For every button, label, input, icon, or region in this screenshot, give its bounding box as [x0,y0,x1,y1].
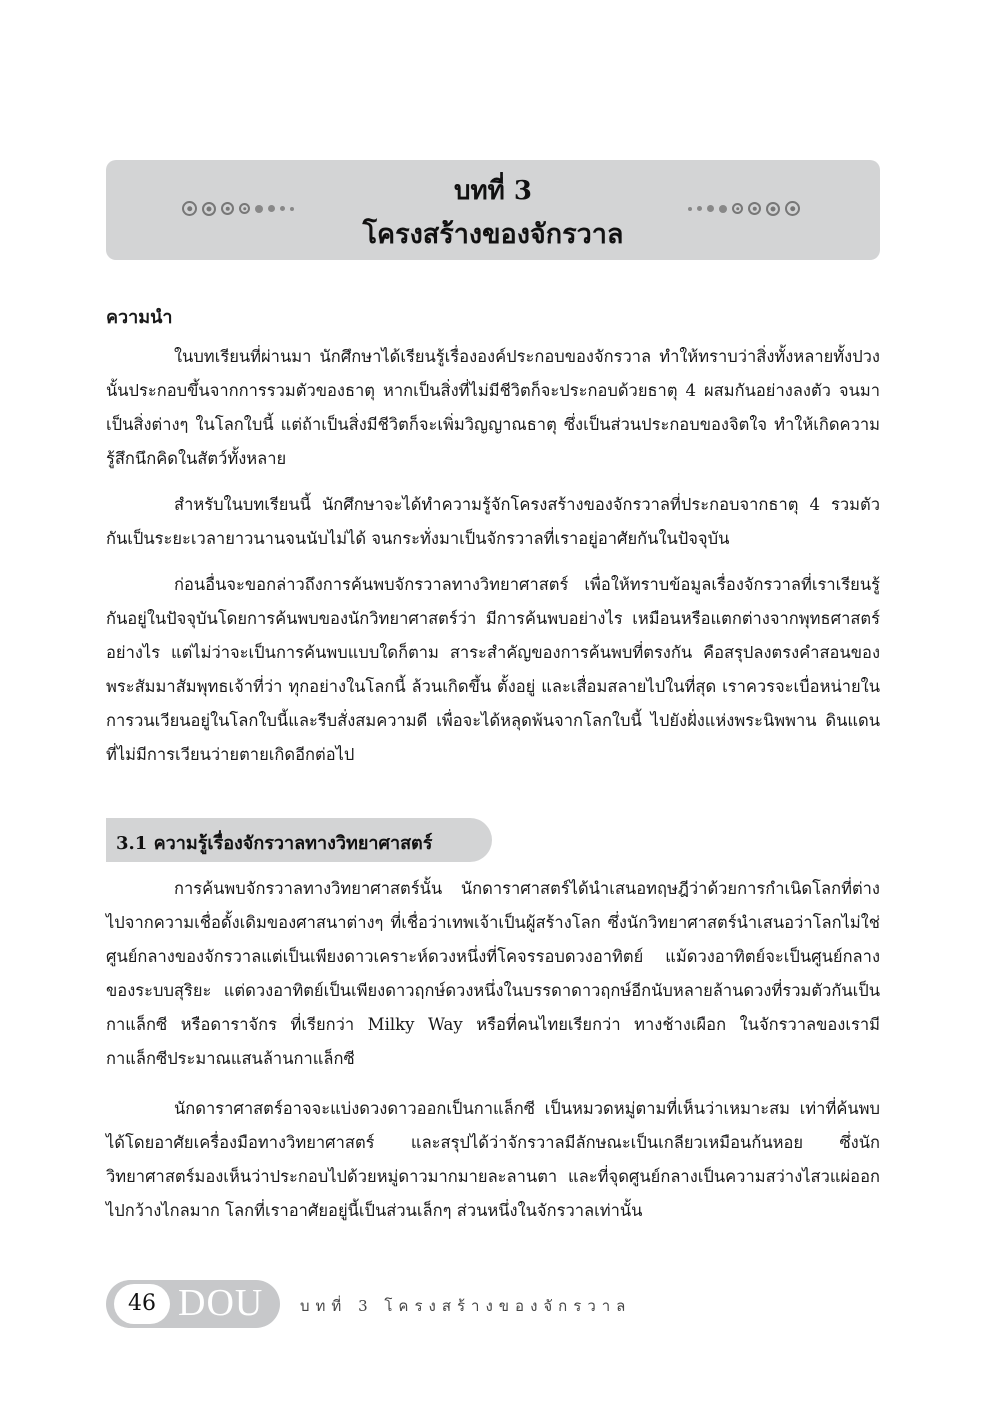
footer-page-badge [106,1280,280,1328]
section-paragraph-2: นักดาราศาสตร์อาจจะแบ่งดวงดาวออกเป็นกาแล็กซี เป็นหมวดหมู่ตามที่เห็นว่าเหมาะสม เท่าที่ค้นพบได้โดยอาศัยเครื่องมือทางวิทยาศาสตร์ และสรุปได้ว่าจักรวาลมีลักษณะเป็นเกลียวเหมือนก้นหอย ซึ่งนักวิทยาศาสตร์มองเห็นว่าประกอบไปด้วยหมู่ดาวมากมายละลานตา และที่จุดศูนย์กลางเป็นความสว่างไสวแผ่ออกไปกว้างไกลมาก โลกที่เราอาศัยอยู่นี้เป็นส่วนเล็กๆ ส่วนหนึ่งในจักรวาลเท่านั้น [106,1099,880,1220]
intro-paragraph-1: ในบทเรียนที่ผ่านมา นักศึกษาได้เรียนรู้เรื่ององค์ประกอบของจักรวาล ทำให้ทราบว่าสิ่งทั้งหลายทั้งปวงนั้นประกอบขึ้นจากการรวมตัวของธาตุ หากเป็นสิ่งที่ไม่มีชีวิตก็จะประกอบด้วยธาตุ 4 ผสมกันอย่างลงตัว จนมาเป็นสิ่งต่างๆ ในโลกใบนี้ แต่ถ้าเป็นสิ่งมีชีวิตก็จะเพิ่มวิญญาณธาตุ ซึ่งเป็นส่วนประกอบของจิตใจ ทำให้เกิดความรู้สึกนึกคิดในสัตว์ทั้งหลาย [106,347,880,468]
section-paragraph-1: การค้นพบจักรวาลทางวิทยาศาสตร์นั้น นักดาราศาสตร์ได้นำเสนอทฤษฎีว่าด้วยการกำเนิดโลกที่ต่างไปจากความเชื่อดั้งเดิมของศาสนาต่างๆ ที่เชื่อว่าเทพเจ้าเป็นผู้สร้างโลก ซึ่งนักวิทยาศาสตร์นำเสนอว่าโลกไม่ใช่ศูนย์กลางของจักรวาลแต่เป็นเพียงดาวเคราะห์ดวงหนึ่งที่โคจรรอบดวงอาทิตย์ แม้ดวงอาทิตย์จะเป็นศูนย์กลางของระบบสุริยะ แต่ดวงอาทิตย์เป็นเพียงดาวฤกษ์ดวงหนึ่งในบรรดาดาวฤกษ์อีกนับหลายล้านดวงที่รวมตัวกันเป็นกาแล็กซี หรือดาราจักร ที่เรียกว่า Milky Way หรือที่คนไทยเรียกว่า ทางช้างเผือก ในจักรวาลของเรามีกาแล็กซีประมาณแสนล้านกาแล็กซี [106,879,880,1068]
chapter-title: โครงสร้างของจักรวาล [362,219,624,250]
chapter-banner [106,160,880,260]
intro-heading: ความนำ [106,307,173,328]
page-number: 46 [114,1284,170,1324]
intro-paragraph-3: ก่อนอื่นจะขอกล่าวถึงการค้นพบจักรวาลทางวิทยาศาสตร์ เพื่อให้ทราบข้อมูลเรื่องจักรวาลที่เราเรียนรู้กันอยู่ในปัจจุบันโดยการค้นพบของนักวิทยาศาสตร์ว่า มีการค้นพบอย่างไร เหมือนหรือแตกต่างจากพุทธศาสตร์อย่างไร แต่ไม่ว่าจะเป็นการค้นพบแบบใดก็ตาม สาระสำคัญของการค้นพบที่ตรงกัน คือสรุปลงตรงคำสอนของพระสัมมาสัมพุทธเจ้าที่ว่า ทุกอย่างในโลกนี้ ล้วนเกิดขึ้น ตั้งอยู่ และเสื่อมสลายไปในที่สุด เราควรจะเบื่อหน่ายในการวนเวียนอยู่ในโลกใบนี้และรีบสั่งสมความดี เพื่อจะได้หลุดพ้นจากโลกใบนี้ ไปยังฝั่งแห่งพระนิพพาน ดินแดนที่ไม่มีการเวียนว่ายตายเกิดอีกต่อไป [106,575,880,764]
intro-paragraph-2: สำหรับในบทเรียนนี้ นักศึกษาจะได้ทำความรู้จักโครงสร้างของจักรวาลที่ประกอบจากธาตุ 4 รวมตัวกันเป็นระยะเวลายาวนานจนนับไม่ได้ จนกระทั่งมาเป็นจักรวาลที่เราอยู่อาศัยกันในปัจจุบัน [106,495,880,548]
section-heading: 3.1 ความรู้เรื่องจักรวาลทางวิทยาศาสตร์ [116,833,433,854]
section-heading-tab [106,818,492,862]
running-head: บทที่ 3 โครงสร้างของจักรวาล [300,1297,632,1315]
dou-logo: DOU [178,1282,264,1324]
decorative-dots-right [688,201,800,216]
chapter-number: บทที่ 3 [454,176,532,206]
